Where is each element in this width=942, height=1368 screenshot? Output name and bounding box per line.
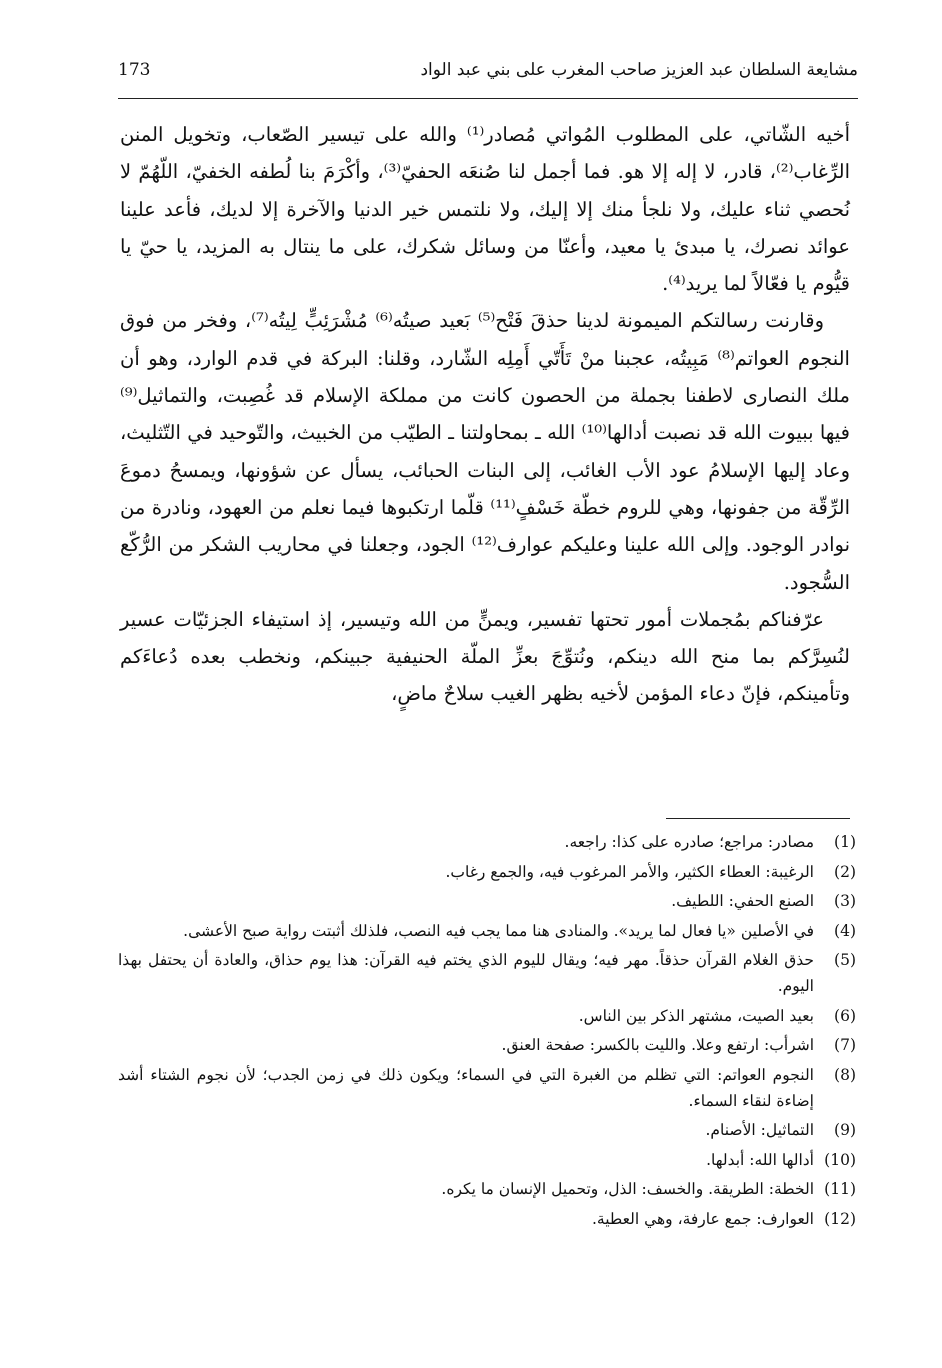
footnote-text: مصادر: مراجع؛ صادره على كذا: راجعه. xyxy=(564,833,814,851)
footnote xyxy=(118,1147,856,1173)
footnote-number: (10) xyxy=(824,1150,856,1169)
footnote xyxy=(118,947,856,999)
footnote-text: العوارف: جمع عارفة، وهي العطية. xyxy=(592,1209,814,1228)
footnote-text: الرغيبة: العطاء الكثير، والأمر المرغوب فيه، والجمع رغاب. xyxy=(445,862,814,881)
footnote-number: (7) xyxy=(834,1036,856,1054)
running-header xyxy=(118,58,858,99)
paragraph: وقارنت رسالتكم الميمونة لدينا حذقَ فَتْح⁽⁵⁾ بَعيد صيتُه⁽⁶⁾ مُشْرَئِبٍّ لِيتُه⁽⁷⁾، وفخر من فوق النجوم العواتم⁽⁸⁾ مَبِيتُه، عجبنا منْ تَأَتّي أَمِلِه الشّارد، وقلنا: البركة في قدم الوارد، وهو أن ملك النصارى لاطفنا بجملة من الحصون كانت من مملكة الإسلام قد غُصِبت، والتماثيل⁽⁹⁾ فيها ببيوت الله قد نصبت أدالها⁽¹⁰⁾ الله ـ بمحاولتنا ـ الطيّب من الخبيث، والتّوحيد في التّثليث، وعاد إليها الإسلامُ عود الأب الغائب، إلى البنات الحبائب، يسأل عن شؤونها، ويمسحُ دموعَ الرِّقّة من جفونها، وهي للروم خطّة خَسْفٍ⁽¹¹⁾ قلّما ارتكبوها فيما نعلم من العهود، ونادرة من نوادر الوجود. وإلى الله علينا وعليكم عوارف⁽¹²⁾ الجود، وجعلنا في محاريب الشكر من الرُّكّع السُّجود. xyxy=(120,309,851,594)
footnote xyxy=(118,1117,856,1143)
footnote xyxy=(118,888,856,914)
page-number: 173 xyxy=(118,60,151,80)
footnote-number: (1) xyxy=(834,833,856,851)
paragraph: أخيه الشّاتي، على المطلوب المُواتي مُصادر⁽¹⁾ والله على تيسير الصّعاب، وتخويل المنن الرِّغاب⁽²⁾، قادر، لا إله إلا هو. فما أجمل لنا صُنعَه الحفيّ⁽³⁾، وأكْرَمَ بنا لُطفه الخفيّ، اللّهُمّ لا نُحصي ثناء عليك، ولا نلجأ منك إلا إليك، ولا نلتمس خير الدنيا والآخرة إلا لديك، فأعد علينا عوائد نصرك، يا مبدئ يا معيد، وأعنّا من وسائل شكرك، على ما ينتال به المزيد، يا حيّ يا قيُّوم يا فعّالاً لما يريد⁽⁴⁾. xyxy=(120,123,850,296)
footnote xyxy=(118,1003,856,1029)
footnote xyxy=(118,1032,856,1058)
footnote-number: (12) xyxy=(824,1209,856,1228)
footnote-number: (9) xyxy=(834,1121,856,1139)
footnote-number: (4) xyxy=(834,921,856,940)
footnote-text: حذق الغلام القرآن حذقاً. مهر فيه؛ ويقال لليوم الذي يختم فيه القرآن: هذا يوم حذاق، والعادة أن يحتفل بهذا اليوم. xyxy=(118,951,814,995)
footnote-number: (11) xyxy=(824,1180,856,1198)
footnote-text: اشرأب: ارتفع وعلا. والليت بالكسر: صفحة العنق. xyxy=(501,1036,814,1054)
footnote-number: (8) xyxy=(834,1065,856,1084)
footnote xyxy=(118,1062,856,1114)
footnote-text: النجوم العواتم: التي تظلم من الغبرة التي في السماء؛ ويكون ذلك في زمن الجدب؛ لأن نجوم الشتاء أشد إضاءة لنقاء السماء. xyxy=(118,1065,814,1110)
footnote-separator xyxy=(666,818,850,819)
running-title: مشايعة السلطان عبد العزيز صاحب المغرب على بني عبد الواد xyxy=(420,60,858,80)
footnote-number: (5) xyxy=(834,951,856,969)
footnotes xyxy=(118,829,856,1235)
footnote-text: في الأصلين «يا فعال لما يريد». والمنادى هنا مما يجب فيه النصب، فلذلك أثبتت رواية صبح الأعشى. xyxy=(183,921,814,940)
footnote xyxy=(118,918,856,944)
footnote xyxy=(118,859,856,885)
footnote-number: (6) xyxy=(834,1006,856,1025)
footnote xyxy=(118,1206,856,1232)
paragraph: عرّفناكم بمُجملات أمور تحتها تفسير، ويمنٍّ من الله وتيسير، إذ استيفاء الجزئيّات عسير لنُسِرَّكم بما منح الله دينكم، ونُتوِّجَ بعزِّ الملّة الحنيفية جبينكم، ونخطب بعده دُعاءَكم وتأمينكم، فإنّ دعاء المؤمن لأخيه بظهر الغيب سلاحٌ ماضٍ، xyxy=(120,607,850,706)
footnote-text: التماثيل: الأصنام. xyxy=(705,1121,814,1139)
footnote xyxy=(118,829,856,855)
footnote-text: أدالها الله: أبدلها. xyxy=(706,1150,814,1169)
footnote-text: الخطة: الطريقة. والخسف: الذل، وتحميل الإنسان ما يكره. xyxy=(441,1180,814,1198)
main-text xyxy=(120,116,850,713)
footnote xyxy=(118,1176,856,1202)
footnote-text: بعيد الصيت، مشتهر الذكر بين الناس. xyxy=(578,1006,814,1025)
footnote-number: (2) xyxy=(834,862,856,881)
footnote-number: (3) xyxy=(834,892,856,910)
footnote-text: الصنع الحفي: اللطيف. xyxy=(671,892,814,910)
